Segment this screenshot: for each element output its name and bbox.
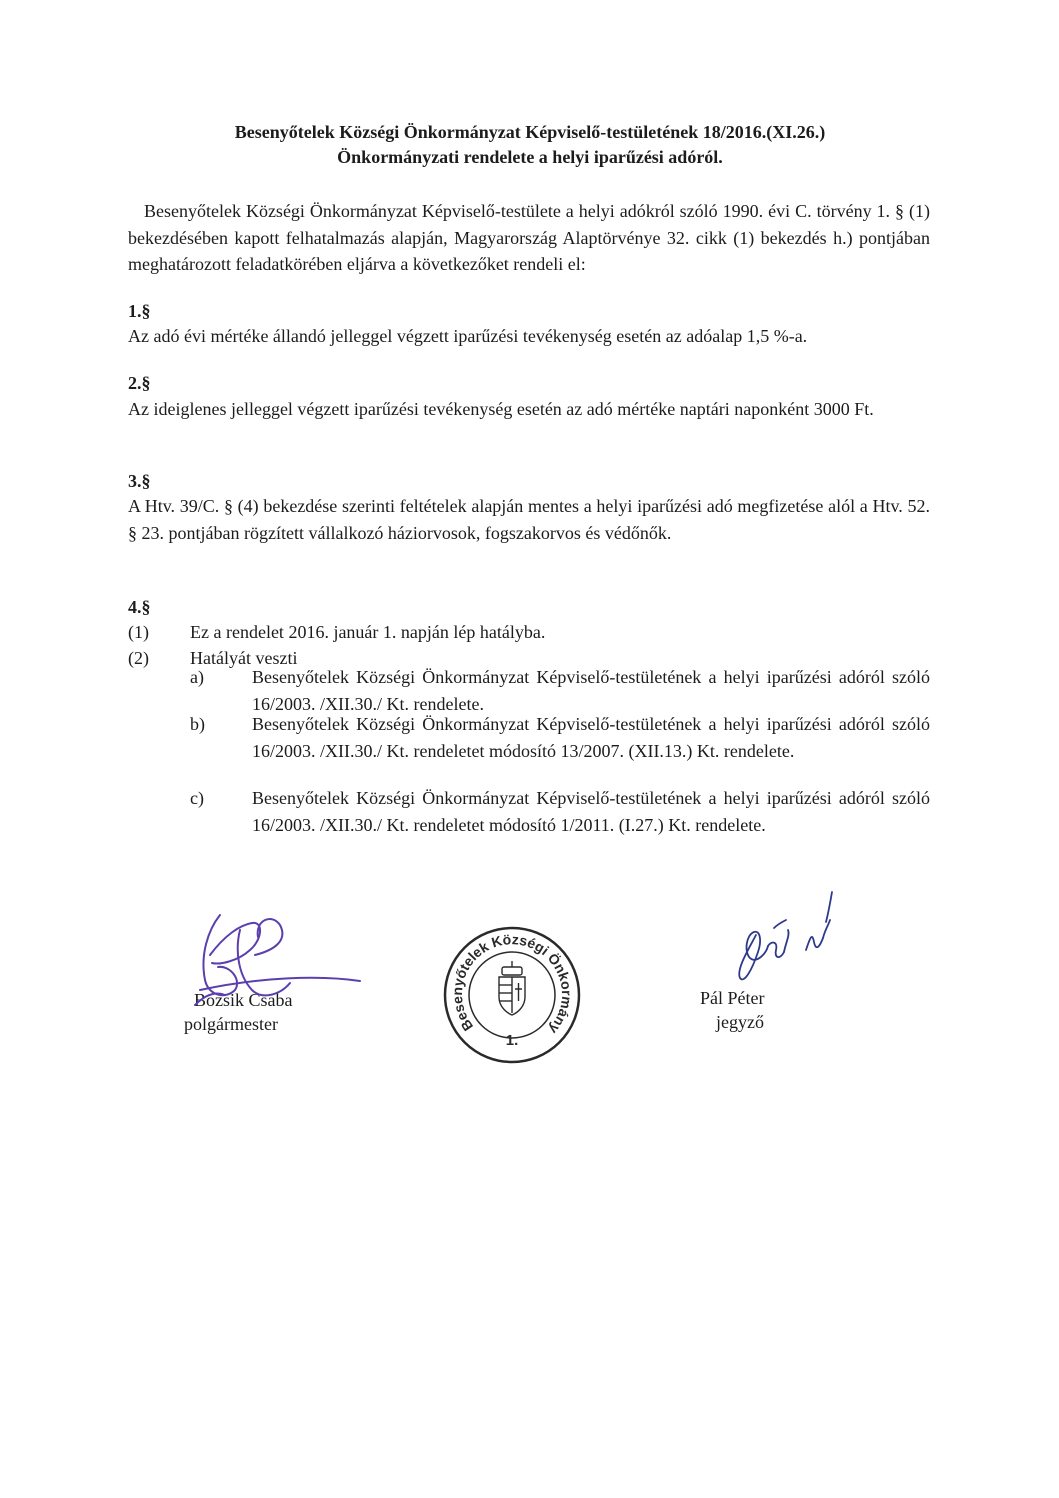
- subitem-b-text: Besenyőtelek Községi Önkormányzat Képviselő-testületének a helyi iparűzési adóról szóló 16/2003. /XII.30./ Kt. rendeletet módosító 13/2007. (XII.13.) Kt. rendelete.: [252, 714, 930, 761]
- subitem-b-label: b): [190, 714, 205, 734]
- preamble: Besenyőtelek Községi Önkormányzat Képviselő-testülete a helyi adókról szóló 1990. évi C. törvény 1. § (1) bekezdésében kapott felhatalmazás alapján, Magyarország Alaptörvénye 32. cikk (1) bekezdés h.) pontjában meghatározott feladatkörében eljárva a következőket rendeli el:: [128, 201, 930, 274]
- title-line-1: Besenyőtelek Községi Önkormányzat Képviselő-testületének 18/2016.(XI.26.): [234, 122, 826, 142]
- item-2-text: Hatályát veszti: [190, 648, 298, 668]
- section-4-number: 4.§: [128, 597, 151, 617]
- item-1-text: Ez a rendelet 2016. január 1. napján lép hatályba.: [190, 622, 546, 642]
- section-2-number: 2.§: [128, 373, 151, 393]
- section-2-text: Az ideiglenes jelleggel végzett iparűzési tevékenység esetén az adó mértéke naptári naponként 3000 Ft.: [128, 399, 874, 419]
- notary-role: jegyző: [716, 1012, 764, 1032]
- title-line-2: Önkormányzati rendelete a helyi iparűzési adóról.: [337, 147, 723, 167]
- item-1-label: (1): [128, 622, 149, 642]
- stamp-number: 1.: [505, 1032, 519, 1049]
- subitem-a-text: Besenyőtelek Községi Önkormányzat Képviselő-testületének a helyi iparűzési adóról szóló 16/2003. /XII.30./ Kt. rendelete.: [252, 667, 930, 714]
- official-stamp: [438, 912, 582, 1065]
- notary-name: Pál Péter: [700, 988, 765, 1008]
- section-1-text: Az adó évi mértéke állandó jelleggel végzett iparűzési tevékenység esetén az adóalap 1,5 %-a.: [128, 326, 808, 346]
- mayor-name: Bozsik Csaba: [194, 990, 293, 1010]
- coat-of-arms-icon: [499, 961, 525, 1015]
- section-3-number: 3.§: [128, 471, 151, 491]
- section-3-text: A Htv. 39/C. § (4) bekezdése szerinti feltételek alapján mentes a helyi iparűzési adó megfizetése alól a Htv. 52. § 23. pontjában rögzített vállalkozó háziorvosok, fogszakorvos és védőnők.: [128, 496, 930, 543]
- document-title: [130, 120, 930, 170]
- subitem-a-label: a): [190, 667, 204, 687]
- mayor-signature: [180, 895, 380, 1015]
- notary-signature: [728, 880, 848, 990]
- subitem-c-label: c): [190, 788, 204, 808]
- stamp-ring-text: Besenyőtelek Községi Önkormányzat: [438, 912, 576, 1038]
- subitem-c-text: Besenyőtelek Községi Önkormányzat Képviselő-testületének a helyi iparűzési adóról szóló 16/2003. /XII.30./ Kt. rendeletet módosító 1/2011. (I.27.) Kt. rendelete.: [252, 788, 930, 835]
- item-2-label: (2): [128, 648, 149, 668]
- mayor-role: polgármester: [184, 1014, 278, 1034]
- section-1-number: 1.§: [128, 301, 151, 321]
